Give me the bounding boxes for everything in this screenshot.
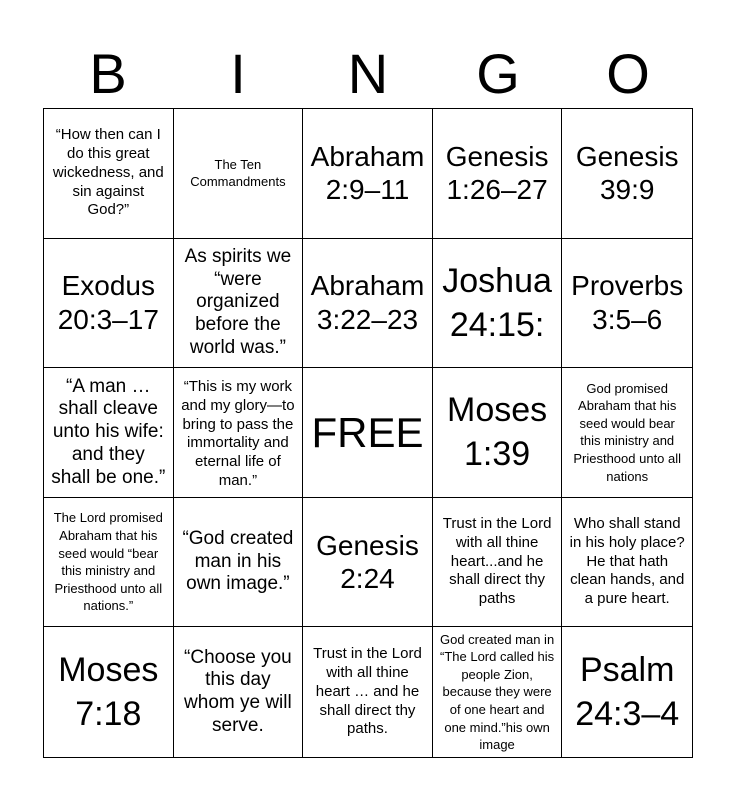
bingo-cell[interactable] [44, 239, 174, 369]
header-letter-n: N [347, 42, 389, 105]
free-cell[interactable] [303, 368, 433, 498]
bingo-cell[interactable] [562, 627, 692, 757]
cell-text: God promised Abraham that his seed would bear this ministry and Priesthood unto all nations [573, 380, 682, 484]
cell-text: Abraham 3:22–23 [310, 270, 425, 335]
cell-text: “This is my work and my glory—to bring to pass the immortality and eternal life of man.” [181, 378, 295, 489]
bingo-cell[interactable] [303, 109, 433, 239]
cell-text: God created man in “The Lord called his people Zion, because they were of one heart and one mind.”his own image [440, 631, 555, 753]
bingo-cell[interactable] [44, 109, 174, 239]
cell-text: “How then can I do this great wickedness, and sin against God?” [52, 126, 164, 219]
cell-text: Abraham 2:9–11 [310, 140, 425, 206]
bingo-cell[interactable] [562, 498, 692, 628]
bingo-cell[interactable] [174, 627, 304, 757]
header-letter-i: I [230, 42, 246, 105]
bingo-cell[interactable] [44, 627, 174, 757]
cell-text: As spirits we “were organized before the world was.” [184, 245, 292, 359]
header-letter-g: G [476, 42, 520, 105]
bingo-cell[interactable] [174, 109, 304, 239]
header-letter-b: B [89, 42, 127, 105]
cell-text: Who shall stand in his holy place? He that hath clean hands, and a pure heart. [569, 515, 685, 608]
cell-text: Genesis 2:24 [316, 529, 419, 595]
bingo-cell[interactable] [44, 368, 174, 498]
bingo-cell[interactable] [174, 239, 304, 369]
bingo-cell[interactable] [562, 239, 692, 369]
free-space-text: FREE [311, 408, 424, 456]
cell-text: Genesis 39:9 [575, 140, 679, 206]
cell-text: Joshua 24:15: [442, 261, 552, 344]
cell-text: Trust in the Lord with all thine heart … and he shall direct thy paths. [313, 645, 422, 738]
bingo-cell[interactable] [174, 368, 304, 498]
cell-text: “God created man in his own image.” [182, 527, 294, 595]
bingo-cell[interactable] [303, 239, 433, 369]
bingo-header [43, 40, 693, 108]
cell-text: The Ten Commandments [190, 156, 286, 190]
cell-text: “A man … shall cleave unto his wife: and they shall be one.” [51, 375, 166, 488]
bingo-cell[interactable] [433, 368, 563, 498]
cell-text: “Choose you this day whom ye will serve. [184, 646, 292, 736]
cell-text: Moses 7:18 [58, 651, 159, 734]
cell-text: Trust in the Lord with all thine heart...and he shall direct thy paths [442, 515, 552, 608]
cell-text: Exodus 20:3–17 [57, 270, 159, 335]
bingo-cell[interactable] [303, 627, 433, 757]
bingo-cell[interactable] [433, 627, 563, 757]
bingo-cell[interactable] [174, 498, 304, 628]
cell-text: Psalm 24:3–4 [575, 651, 680, 734]
header-letter-o: O [606, 42, 650, 105]
bingo-cell[interactable] [303, 498, 433, 628]
cell-text: Genesis 1:26–27 [445, 140, 549, 206]
bingo-card [43, 108, 693, 758]
cell-text: Proverbs 3:5–6 [571, 270, 684, 335]
bingo-cell[interactable] [433, 109, 563, 239]
bingo-cell[interactable] [562, 109, 692, 239]
cell-text: The Lord promised Abraham that his seed would “bear this ministry and Priesthood unto all nations.” [53, 510, 163, 614]
bingo-cell[interactable] [44, 498, 174, 628]
cell-text: Moses 1:39 [447, 391, 548, 474]
bingo-cell[interactable] [433, 239, 563, 369]
bingo-cell[interactable] [433, 498, 563, 628]
bingo-cell[interactable] [562, 368, 692, 498]
